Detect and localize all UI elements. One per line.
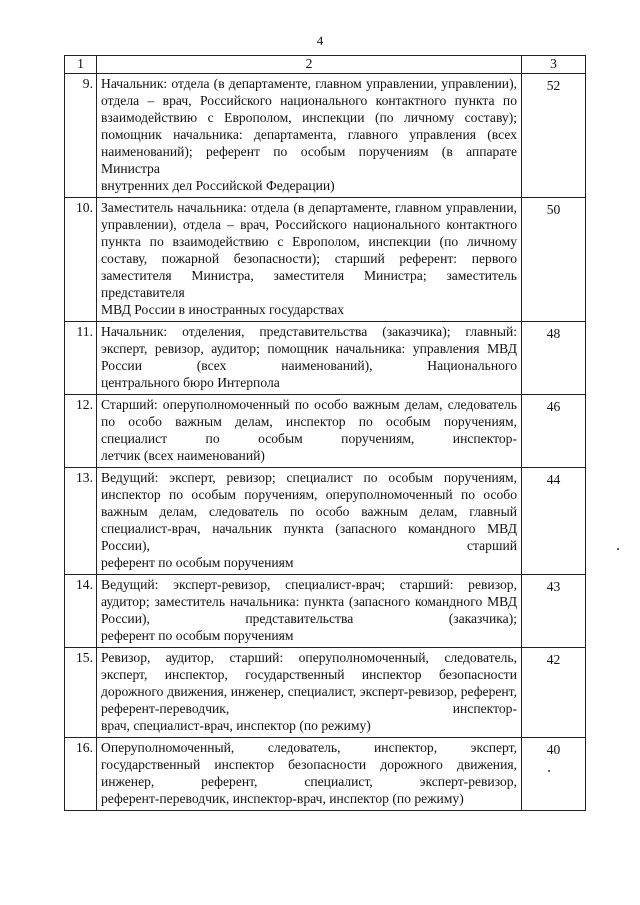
position-text: Ревизор, аудитор, старший: оперуполномоченный, следователь, эксперт, инспектор, государственный инспектор безопасности дорожного движения, инженер, специалист, эксперт-ревизор, референт, референт-переводчик, инспектор- — [101, 650, 517, 716]
position-list — [97, 738, 522, 811]
header-col-1: 1 — [65, 56, 97, 74]
position-list — [97, 468, 522, 575]
row-number: 10. — [65, 198, 97, 322]
coefficient-value: 40 — [522, 738, 586, 811]
table-row — [65, 322, 586, 395]
table-row — [65, 468, 586, 575]
position-list — [97, 74, 522, 198]
position-text: Старший: оперуполномоченный по особо важным делам, следователь по особо важным делам, инспектор по особым поручениям, специалист по особым поручениям, инспектор- — [101, 397, 517, 446]
position-list — [97, 322, 522, 395]
coefficient-value: 52 — [522, 74, 586, 198]
position-list — [97, 648, 522, 738]
position-text: Начальник: отделения, представительства (заказчика); главный: эксперт, ревизор, аудитор; помощник начальника: управления МВД России (всех наименований), Национального — [101, 324, 517, 373]
scan-speck — [548, 770, 550, 772]
page-number: 4 — [316, 33, 324, 48]
row-number: 14. — [65, 575, 97, 648]
table-row — [65, 198, 586, 322]
coefficient-value: 48 — [522, 322, 586, 395]
row-number: 12. — [65, 395, 97, 468]
table-row — [65, 575, 586, 648]
scan-speck — [617, 548, 619, 550]
position-list — [97, 575, 522, 648]
row-number: 15. — [65, 648, 97, 738]
coefficient-value: 42 — [522, 648, 586, 738]
row-number: 13. — [65, 468, 97, 575]
position-text-last-line: внутренних дел Российской Федерации) — [101, 178, 335, 193]
coefficient-value: 44 — [522, 468, 586, 575]
position-text-last-line: референт по особым поручениям — [101, 628, 294, 643]
row-number: 11. — [65, 322, 97, 395]
position-text-last-line: МВД России в иностранных государствах — [101, 302, 344, 317]
table-row — [65, 648, 586, 738]
position-text: Ведущий: эксперт-ревизор, специалист-врач; старший: ревизор, аудитор; заместитель начальника: пункта (запасного командного МВД России), представительства (заказчика); — [101, 577, 517, 626]
row-number: 16. — [65, 738, 97, 811]
coefficient-value: 50 — [522, 198, 586, 322]
table-row — [65, 395, 586, 468]
position-text-last-line: врач, специалист-врач, инспектор (по режиму) — [101, 718, 371, 733]
header-col-3: 3 — [522, 56, 586, 74]
table-header-row — [65, 56, 586, 74]
position-text-last-line: центрального бюро Интерпола — [101, 375, 280, 390]
position-text: Заместитель начальника: отдела (в департаменте, главном управлении, управлении), отдела – врач, Российского национального контактного пункта по взаимодействию с Европолом, инспекции (по личному составу, пожарной безопасности); старший референт: первого заместителя Министра, заместителя Министра; заместитель представителя — [101, 200, 517, 300]
position-list — [97, 395, 522, 468]
table-row — [65, 738, 586, 811]
salary-coefficient-table — [64, 55, 586, 811]
position-text-last-line: референт-переводчик, инспектор-врач, инспектор (по режиму) — [101, 791, 464, 806]
coefficient-value: 43 — [522, 575, 586, 648]
position-text-last-line: летчик (всех наименований) — [101, 448, 265, 463]
table-row — [65, 74, 586, 198]
position-text: Оперуполномоченный, следователь, инспектор, эксперт, государственный инспектор безопасности дорожного движения, инженер, референт, специалист, эксперт-ревизор, — [101, 740, 517, 789]
position-text-last-line: референт по особым поручениям — [101, 555, 294, 570]
position-text: Ведущий: эксперт, ревизор; специалист по особым поручениям, инспектор по особым поручениям, оперуполномоченный по особо важным делам, следователь по особо важным делам, главный специалист-врач, начальник пункта (запасного командного МВД России), старший — [101, 470, 517, 553]
coefficient-value: 46 — [522, 395, 586, 468]
position-list — [97, 198, 522, 322]
header-col-2: 2 — [97, 56, 522, 74]
position-text: Начальник: отдела (в департаменте, главном управлении, управлении), отдела – врач, Российского национального контактного пункта по взаимодействию с Европолом, инспекции (по личному составу); помощник начальника: департамента, главного управления (всех наименований); референт по особым поручениям (в аппарате Министра — [101, 76, 517, 176]
row-number: 9. — [65, 74, 97, 198]
